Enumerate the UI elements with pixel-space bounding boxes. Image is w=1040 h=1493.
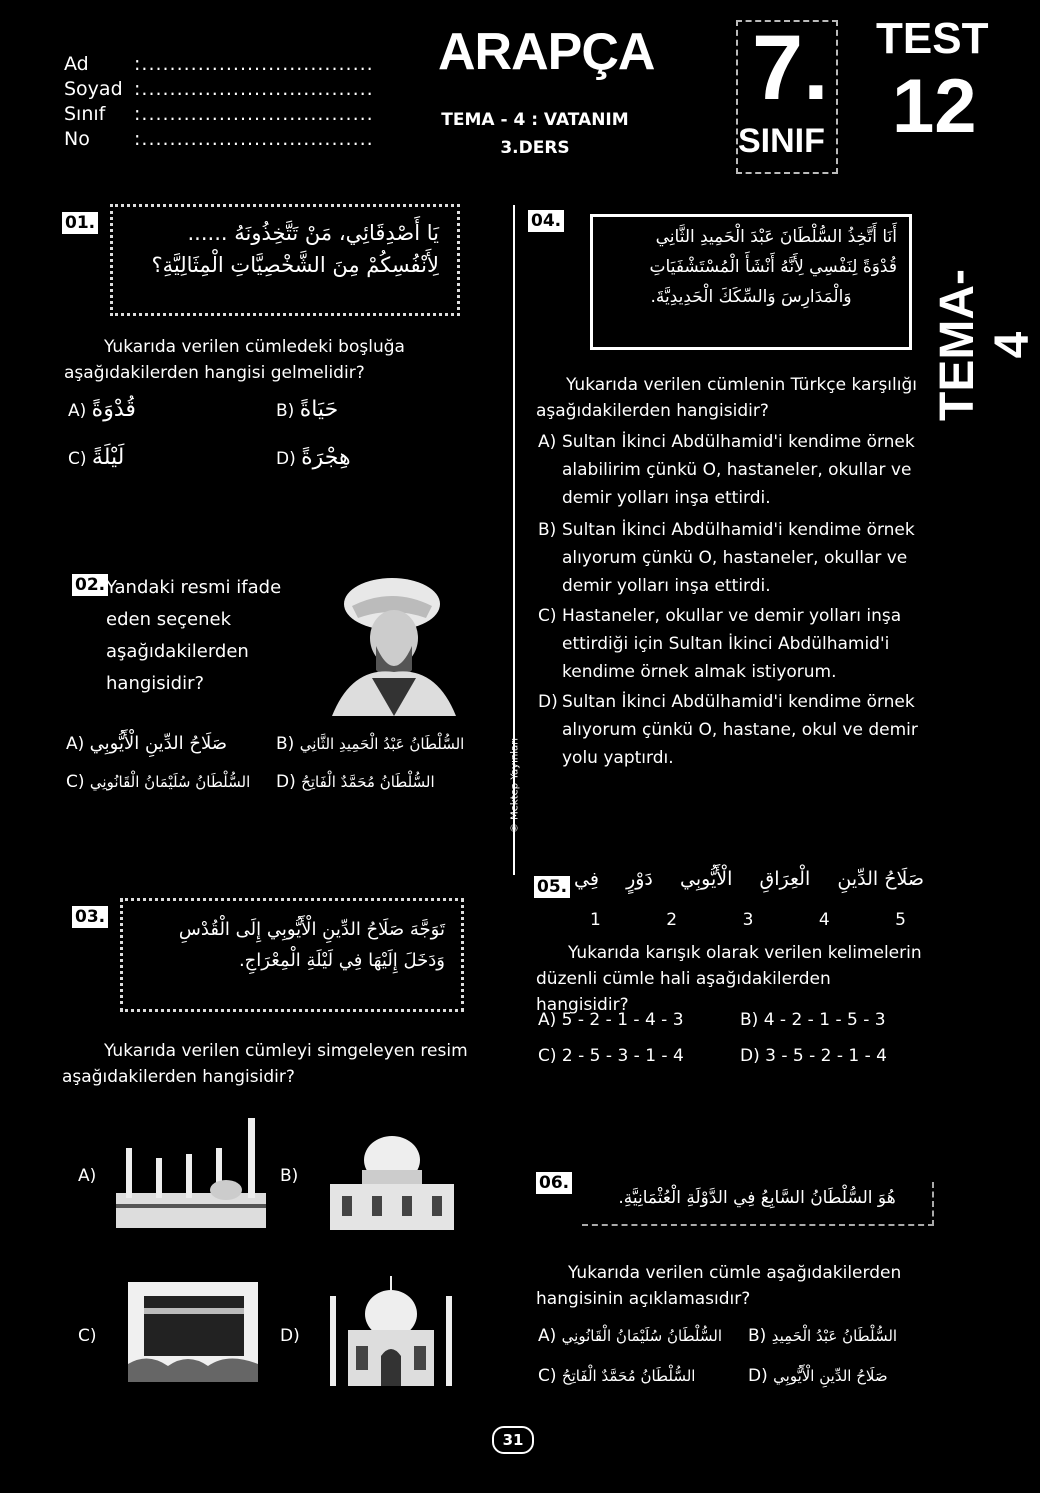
- word-2: دَوْرٍ: [626, 868, 653, 890]
- q3-arabic-box: [120, 898, 464, 1012]
- q3-question: Yukarıda verilen cümleyi simgeleyen resim aşağıdakilerden hangisidir?: [62, 1041, 468, 1087]
- option-label: A): [66, 734, 85, 754]
- q5-option-c[interactable]: [538, 1044, 684, 1068]
- q2-option-a[interactable]: [66, 732, 227, 756]
- q3-number: 03.: [72, 906, 108, 928]
- num-3: 3: [742, 910, 754, 930]
- q6-option-a[interactable]: [538, 1324, 722, 1348]
- q1-option-a[interactable]: [68, 398, 136, 423]
- option-value: السُّلْطَانُ مُحَمَّدٌ الْفَاتِحُ: [301, 773, 435, 791]
- test-number: 12: [892, 64, 977, 149]
- num-4: 4: [818, 910, 830, 930]
- no-label: No: [64, 128, 90, 150]
- grade-number: 7.: [752, 17, 829, 119]
- option-label: B): [276, 734, 295, 754]
- option-value: حَيَاةً: [299, 397, 339, 422]
- option-label: B): [748, 1326, 767, 1346]
- option-label: A): [68, 401, 87, 421]
- option-value: هِجْرَةً: [301, 445, 351, 470]
- q3-arabic-line1: تَوَجَّهَ صَلَاحُ الدِّينِ الْأَيُّوبِي إِلَى الْقُدْسِ: [178, 919, 445, 940]
- option-label: A): [538, 432, 557, 452]
- option-label: D): [276, 772, 296, 792]
- soyad-label: Soyad: [64, 78, 123, 100]
- num-2: 2: [666, 910, 678, 930]
- ad-row: [64, 52, 374, 77]
- page-number: 31: [492, 1426, 534, 1454]
- option-label: B): [740, 1010, 759, 1030]
- q1-number: 01.: [62, 212, 98, 234]
- page-title: ARAPÇA: [438, 23, 655, 81]
- option-value: السُّلْطَانُ سُلَيْمَانُ الْقَانُونِي: [89, 773, 251, 791]
- q1-option-b[interactable]: [276, 398, 338, 423]
- soyad-row: [64, 77, 374, 102]
- option-value: لَيْلَةً: [91, 445, 125, 470]
- ders-subtitle: 3.DERS: [500, 138, 570, 158]
- option-label: B): [538, 520, 557, 540]
- sinif-dots: :.................................: [134, 103, 374, 125]
- q3-option-c-label[interactable]: C): [78, 1326, 97, 1346]
- option-label: C): [538, 606, 557, 626]
- word-5: صَلَاحُ الدِّينِ: [837, 868, 924, 890]
- option-value: Sultan İkinci Abdülhamid'i kendime örnek alabilirim çünkü O, hastaneler, okullar ve demir yolları inşa ettirdi.: [562, 432, 915, 508]
- word-3: الْأَيُّوبِي: [680, 868, 733, 890]
- tema-subtitle: TEMA - 4 : VATANIM: [441, 110, 629, 130]
- q6-arabic: هُوَ السُّلْطَانُ السَّابِعُ فِي الدَّوْلَةِ الْعُثْمَانِيَّةِ.: [618, 1188, 896, 1208]
- q5-option-b[interactable]: [740, 1008, 886, 1032]
- soyad-dots: :.................................: [134, 78, 374, 100]
- q5-number: 05.: [534, 876, 570, 898]
- option-label: B): [276, 401, 295, 421]
- side-tema-label: TEMA-4: [931, 269, 1039, 421]
- no-dots: :.................................: [134, 128, 374, 150]
- option-label: D): [740, 1046, 760, 1066]
- student-info: [64, 52, 374, 152]
- q3-option-a-label[interactable]: A): [78, 1166, 97, 1186]
- option-value: Sultan İkinci Abdülhamid'i kendime örnek alıyorum çünkü O, hastaneler, okullar ve demir yolları inşa ettirdi.: [562, 520, 915, 596]
- option-label: C): [538, 1366, 557, 1386]
- q2-option-d[interactable]: [276, 770, 435, 794]
- sinif-row: [64, 102, 374, 127]
- q4-option-c[interactable]: [538, 602, 938, 686]
- option-value: 5 - 2 - 1 - 4 - 3: [561, 1010, 684, 1030]
- q6-option-d[interactable]: [748, 1364, 888, 1388]
- kaaba-image[interactable]: [128, 1282, 258, 1382]
- word-4: الْعِرَاقِ: [759, 868, 811, 890]
- option-label: D): [276, 449, 296, 469]
- q1-arabic-box: [110, 204, 460, 316]
- option-value: 2 - 5 - 3 - 1 - 4: [561, 1046, 684, 1066]
- no-row: [64, 127, 374, 152]
- option-label: D): [538, 692, 558, 712]
- q1-arabic-line1: يَا أَصْدِقَائِي، مَنْ تَتَّخِذُونَهُ ......: [187, 221, 439, 245]
- option-label: A): [538, 1010, 557, 1030]
- q5-option-a[interactable]: [538, 1008, 684, 1032]
- option-value: قُدْوَةً: [91, 397, 136, 422]
- q2-question: Yandaki resmi ifade eden seçenek aşağıdakilerden hangisidir?: [106, 577, 282, 694]
- q5-words: [574, 868, 924, 890]
- dome-of-rock-image[interactable]: [322, 1120, 462, 1230]
- q6-option-b[interactable]: [748, 1324, 897, 1348]
- num-1: 1: [590, 910, 601, 930]
- q4-number: 04.: [528, 210, 564, 232]
- option-value: السُّلْطَانُ مُحَمَّدٌ الْفَاتِحُ: [561, 1367, 696, 1385]
- option-value: Hastaneler, okullar ve demir yolları inşa ettirdiği için Sultan İkinci Abdülhamid'i kendime örnek almak istiyorum.: [562, 606, 902, 682]
- q2-option-c[interactable]: [66, 770, 250, 794]
- q6-number: 06.: [536, 1172, 572, 1194]
- q1-arabic-line2: لِأَنْفُسِكُمْ مِنَ الشَّخْصِيَّاتِ الْمِثَالِيَّةِ؟: [151, 253, 439, 277]
- mosque-minarets-image[interactable]: [116, 1118, 266, 1228]
- q2-number: 02.: [72, 574, 108, 596]
- option-label: D): [748, 1366, 768, 1386]
- option-label: A): [538, 1326, 557, 1346]
- q5-question: Yukarıda karışık olarak verilen kelimelerin düzenli cümle hali aşağıdakilerden hangisidir?: [536, 943, 922, 1015]
- q2-option-b[interactable]: [276, 732, 464, 756]
- option-value: 3 - 5 - 2 - 1 - 4: [765, 1046, 887, 1066]
- q4-question: Yukarıda verilen cümlenin Türkçe karşılığı aşağıdakilerden hangisidir?: [536, 375, 917, 421]
- q1-option-d[interactable]: [276, 446, 351, 471]
- option-value: السُّلْطَانُ عَبْدُ الْحَمِيدِ الثَّانِي: [299, 735, 465, 753]
- num-5: 5: [895, 910, 906, 930]
- option-value: Sultan İkinci Abdülhamid'i kendime örnek alıyorum çünkü O, hastane, okul ve demir yolu yaptırdı.: [562, 692, 918, 768]
- q6-question: Yukarıda verilen cümle aşağıdakilerden hangisinin açıklamasıdır?: [536, 1263, 902, 1309]
- ad-dots: :.................................: [134, 53, 374, 75]
- grade-label: SINIF: [738, 122, 825, 160]
- word-1: فِي: [574, 868, 599, 890]
- q5-option-d[interactable]: [740, 1044, 887, 1068]
- q4-arabic-line3: وَالْمَدَارِسَ وَالسِّكَكَ الْحَدِيدِيَّةَ.: [650, 287, 852, 307]
- q6-arabic-box: [582, 1182, 934, 1226]
- q1-question: Yukarıda verilen cümledeki boşluğa aşağıdakilerden hangisi gelmelidir?: [64, 337, 405, 383]
- sinif-label: Sınıf: [64, 103, 106, 125]
- publisher-label: © Mektep Yayınları: [509, 737, 521, 834]
- option-value: 4 - 2 - 1 - 5 - 3: [763, 1010, 886, 1030]
- q4-option-b[interactable]: [538, 516, 938, 600]
- q1-option-c[interactable]: [68, 446, 124, 471]
- option-label: C): [538, 1046, 557, 1066]
- q6-option-c[interactable]: [538, 1364, 695, 1388]
- option-label: C): [66, 772, 85, 792]
- option-value: صَلَاحُ الدِّينِ الْأَيُّوبِي: [89, 733, 227, 754]
- test-label: TEST: [876, 14, 989, 63]
- ad-label: Ad: [64, 53, 89, 75]
- q4-option-d[interactable]: [538, 688, 938, 772]
- q3-option-d-label[interactable]: D): [280, 1326, 300, 1346]
- option-value: صَلَاحُ الدِّينِ الْأَيُّوبِي: [773, 1367, 888, 1385]
- q5-numbers: [590, 910, 906, 930]
- q3-option-b-label[interactable]: B): [280, 1166, 299, 1186]
- option-label: C): [68, 449, 87, 469]
- q4-arabic-line1: أَنَا أَتَّخِذُ السُّلْطَانَ عَبْدَ الْحَمِيدِ الثَّانِي: [655, 227, 897, 247]
- q3-arabic-line2: وَدَخَلَ إِلَيْهَا فِي لَيْلَةِ الْمِعْرَاجِ.: [238, 950, 445, 971]
- q4-arabic-line2: قُدْوَةً لِنَفْسِي لِأَنَّهُ أَنْشَأَ الْمُسْتَشْفَيَاتِ: [649, 257, 897, 277]
- q4-option-a[interactable]: [538, 428, 938, 512]
- option-value: السُّلْطَانُ عَبْدُ الْحَمِيدِ: [771, 1327, 898, 1345]
- sultan-portrait-image: [312, 566, 472, 716]
- taj-mahal-image[interactable]: [326, 1266, 456, 1386]
- q4-arabic-box: [590, 214, 912, 350]
- option-value: السُّلْطَانُ سُلَيْمَانُ الْقَانُونِي: [561, 1327, 722, 1345]
